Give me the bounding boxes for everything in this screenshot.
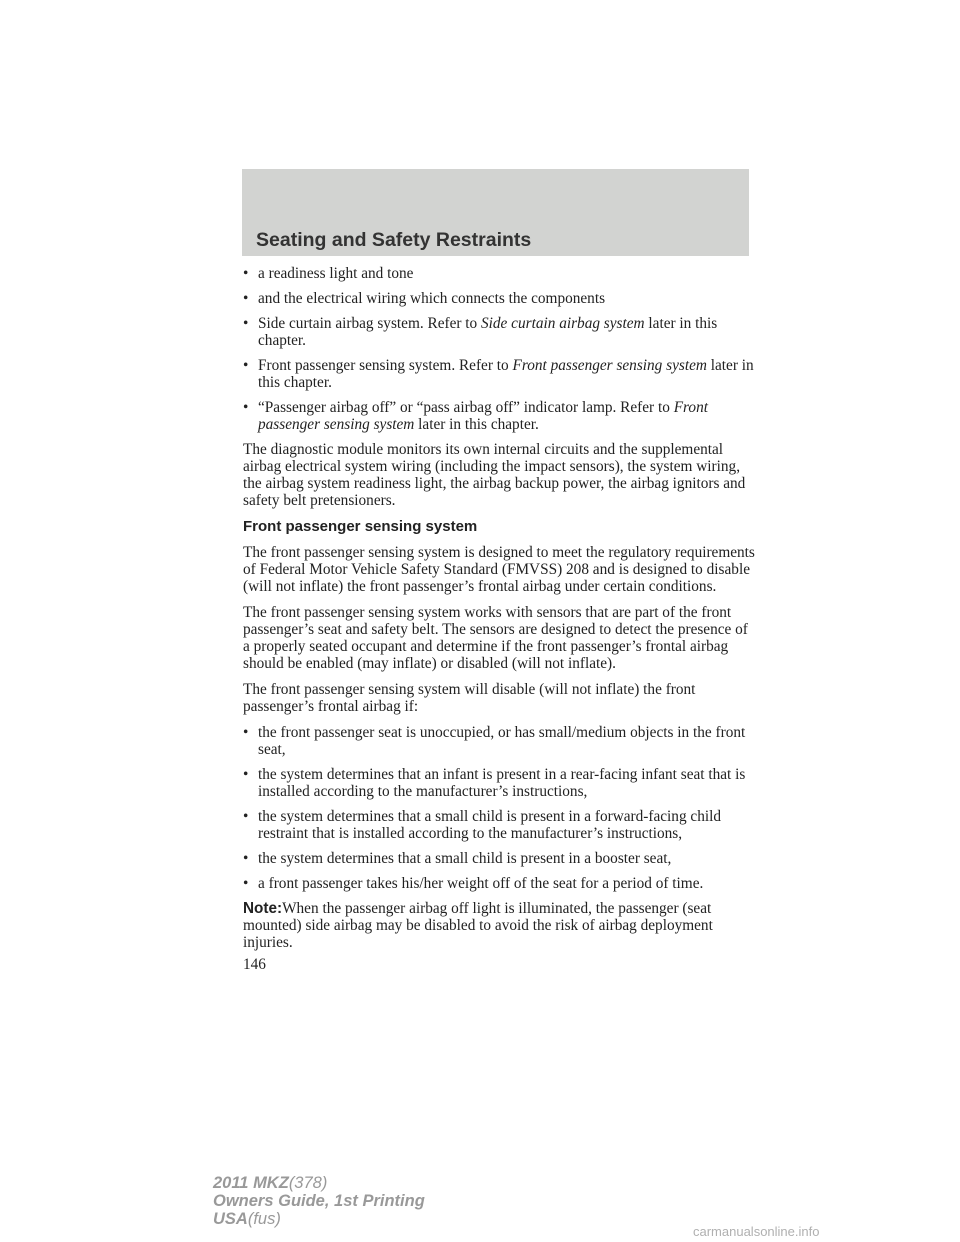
bullet-icon: • (243, 315, 249, 332)
footer-model: 2011 MKZ (213, 1174, 289, 1192)
watermark: carmanualsonline.info (693, 1224, 820, 1239)
footer-line-model (213, 1174, 425, 1192)
list-item-text: the system determines that a small child is present in a forward-facing child restraint that is installed according to the manufacturer’s instructions, (258, 808, 722, 842)
bullet-icon: • (243, 875, 249, 892)
list-item-text: Front passenger sensing system. Refer to (258, 357, 513, 374)
list-item-text: a front passenger takes his/her weight off of the seat for a period of time. (258, 875, 704, 892)
list-item-text: and the electrical wiring which connects the components (258, 290, 606, 307)
bullet-icon: • (243, 357, 249, 374)
list-item (243, 850, 755, 867)
footer-market: USA (213, 1210, 248, 1228)
list-item (243, 808, 755, 842)
list-item (243, 357, 755, 391)
list-item-text: later in this chapter. (414, 416, 539, 433)
list-item-text: a readiness light and tone (258, 265, 414, 282)
paragraph: The front passenger sensing system is designed to meet the regulatory requirements of Federal Motor Vehicle Safety Standard (FMVSS) 208 and is designed to disable (will not inflate) the front passenger’s frontal airbag under certain conditions. (243, 544, 755, 595)
list-item-text: the system determines that a small child is present in a booster seat, (258, 850, 672, 867)
cross-reference: Side curtain airbag system (481, 315, 645, 332)
list-item (243, 265, 755, 282)
list-item (243, 290, 755, 307)
section-header-bar (242, 169, 749, 256)
cross-reference: Front passenger sensing system (258, 399, 708, 433)
note-paragraph (243, 900, 755, 951)
list-item (243, 875, 755, 892)
list-item-text: the system determines that an infant is present in a rear-facing infant seat that is installed according to the manufacturer’s instructions, (258, 766, 746, 800)
list-item (243, 724, 755, 758)
cross-reference: Front passenger sensing system (512, 357, 707, 374)
bullet-icon: • (243, 290, 249, 307)
list-item-text: Side curtain airbag system. Refer to (258, 315, 482, 332)
bullet-icon: • (243, 850, 249, 867)
footer-model-code: (378) (288, 1174, 328, 1192)
list-item (243, 315, 755, 349)
section-title: Seating and Safety Restraints (256, 229, 532, 251)
footer-line-guide (213, 1192, 425, 1210)
bullet-icon: • (243, 399, 249, 416)
print-footer (213, 1174, 425, 1228)
list-item-text: “Passenger airbag off” or “pass airbag off” indicator lamp. Refer to (258, 399, 674, 416)
note-label: Note: (243, 900, 283, 917)
bullet-icon: • (243, 724, 249, 741)
paragraph: The front passenger sensing system works with sensors that are part of the front passenger’s seat and safety belt. The sensors are designed to detect the presence of a properly seated occupant and determine if the front passenger’s frontal airbag should be enabled (may inflate) or disabled (will not inflate). (243, 604, 748, 672)
page-content (243, 265, 755, 973)
bullet-icon: • (243, 265, 249, 282)
list-item-text: the front passenger seat is unoccupied, or has small/medium objects in the front seat, (258, 724, 746, 758)
paragraph: The front passenger sensing system will disable (will not inflate) the front passenger’s frontal airbag if: (243, 681, 696, 715)
note-text: When the passenger airbag off light is illuminated, the passenger (seat mounted) side airbag may be disabled to avoid the risk of airbag deployment injuries. (243, 900, 713, 951)
paragraph-diagnostic: The diagnostic module monitors its own internal circuits and the supplemental airbag electrical system wiring (including the impact sensors), the system wiring, the airbag system readiness light, the airbag backup power, the airbag ignitors and safety belt pretensioners. (243, 441, 746, 509)
bullet-icon: • (243, 766, 249, 783)
list-item (243, 766, 755, 800)
list-item (243, 399, 755, 433)
footer-line-market (213, 1210, 425, 1228)
page-number: 146 (243, 956, 266, 973)
footer-guide: Owners Guide, 1st Printing (213, 1192, 425, 1210)
footer-market-code: (fus) (247, 1210, 281, 1228)
bullet-icon: • (243, 808, 249, 825)
list-item-text: later in this chapter. (258, 357, 754, 391)
section-heading: Front passenger sensing system (243, 518, 478, 535)
list-item-text: later in this chapter. (258, 315, 718, 349)
